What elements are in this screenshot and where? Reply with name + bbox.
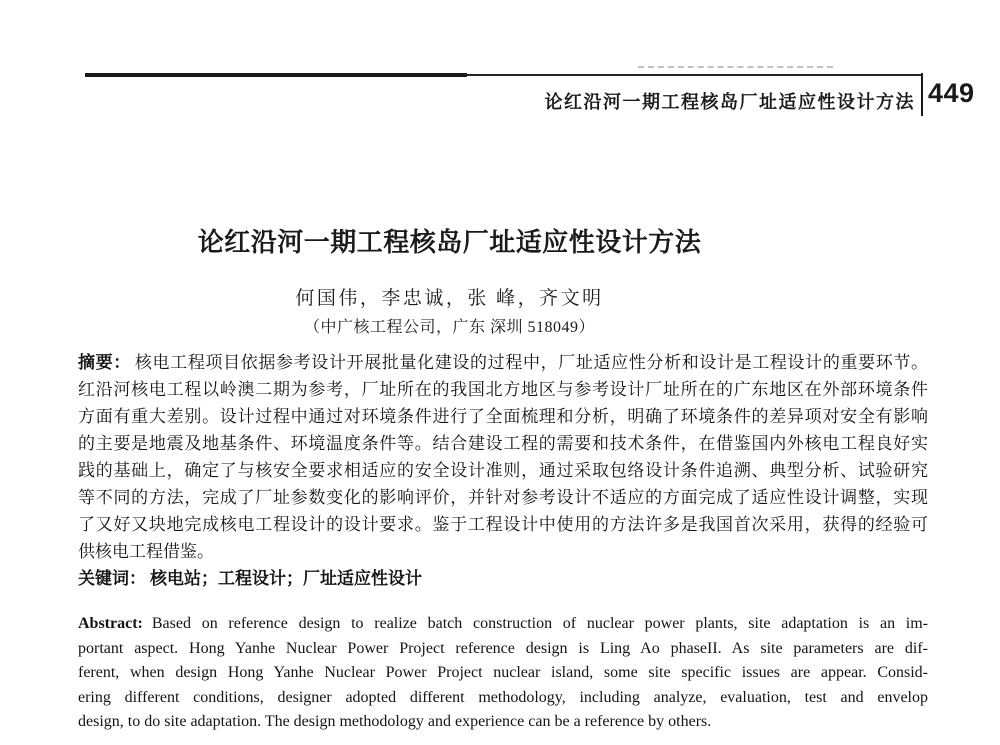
scan-artifact-dashes bbox=[638, 66, 833, 68]
en-abstract-label: Abstract: bbox=[78, 615, 143, 632]
cn-abstract-label: 摘要： bbox=[78, 353, 131, 372]
en-abstract-line bbox=[78, 612, 928, 637]
cn-abstract-line: 红沿河核电工程以岭澳二期为参考，厂址所在的我国北方地区与参考设计厂址所在的广东地区在外部环境条件 bbox=[78, 380, 928, 399]
en-abstract-line: ferent, when design Hong Yanhe Nuclear Power Project nuclear island, some site specific issues are appear. Consid- bbox=[78, 664, 928, 682]
en-abstract-line: portant aspect. Hong Yanhe Nuclear Power Project reference design is Ling Ao phaseII. As site parameters are dif- bbox=[78, 639, 928, 657]
authors-line: 何国伟，李忠诚，张 峰，齐文明 bbox=[295, 288, 604, 309]
cn-abstract-line: 践的基础上，确定了与核安全要求相适应的安全设计准则，通过采取包络设计条件追溯、典型分析、试验研究 bbox=[78, 461, 928, 480]
page-number: 449 bbox=[928, 78, 975, 108]
cn-abstract-line: 方面有重大差别。设计过程中通过对环境条件进行了全面梳理和分析，明确了环境条件的差异项对安全有影响 bbox=[78, 407, 928, 426]
en-abstract-line: design, to do site adaptation. The design methodology and experience can be a reference by others. bbox=[78, 713, 712, 731]
keywords-label: 关键词： bbox=[78, 569, 146, 588]
cn-abstract-line: 了又好又块地完成核电工程设计的设计要求。鉴于工程设计中使用的方法许多是我国首次采用，获得的经验可 bbox=[78, 515, 928, 534]
paper-title: 论红沿河一期工程核岛厂址适应性设计方法 bbox=[197, 227, 702, 257]
en-abstract-line: ering different conditions, designer adopted different methodology, including analyze, evaluation, test and envelop bbox=[78, 688, 928, 706]
cn-abstract-line: 的主要是地震及地基条件、环境温度条件等。结合建设工程的需要和技术条件，在借鉴国内外核电工程良好实 bbox=[78, 434, 928, 453]
en-abstract-text: Based on reference design to realize batch construction of nuclear power plants, site adaptation is an im- bbox=[151, 615, 928, 632]
header-rule-thick bbox=[85, 73, 467, 77]
keywords-text: 核电站；工程设计；厂址适应性设计 bbox=[150, 569, 422, 588]
affiliation-line: （中广核工程公司，广东 深圳 518049） bbox=[303, 319, 595, 336]
english-abstract-block bbox=[78, 612, 928, 735]
running-title: 论红沿河一期工程核岛厂址适应性设计方法 bbox=[544, 92, 915, 112]
header-rule-thin bbox=[465, 74, 922, 76]
cn-abstract-line: 供核电工程借鉴。 bbox=[78, 542, 214, 561]
keywords-line bbox=[78, 565, 928, 592]
cn-abstract-line bbox=[78, 349, 928, 376]
header-vertical-divider bbox=[921, 73, 923, 116]
chinese-abstract-block bbox=[78, 349, 928, 592]
cn-abstract-line: 等不同的方法，完成了厂址参数变化的影响评价，并针对参考设计不适应的方面完成了适应性设计调整，实现 bbox=[78, 488, 928, 507]
cn-abstract-text: 核电工程项目依据参考设计开展批量化建设的过程中，厂址适应性分析和设计是工程设计的重要环节。 bbox=[134, 353, 928, 372]
